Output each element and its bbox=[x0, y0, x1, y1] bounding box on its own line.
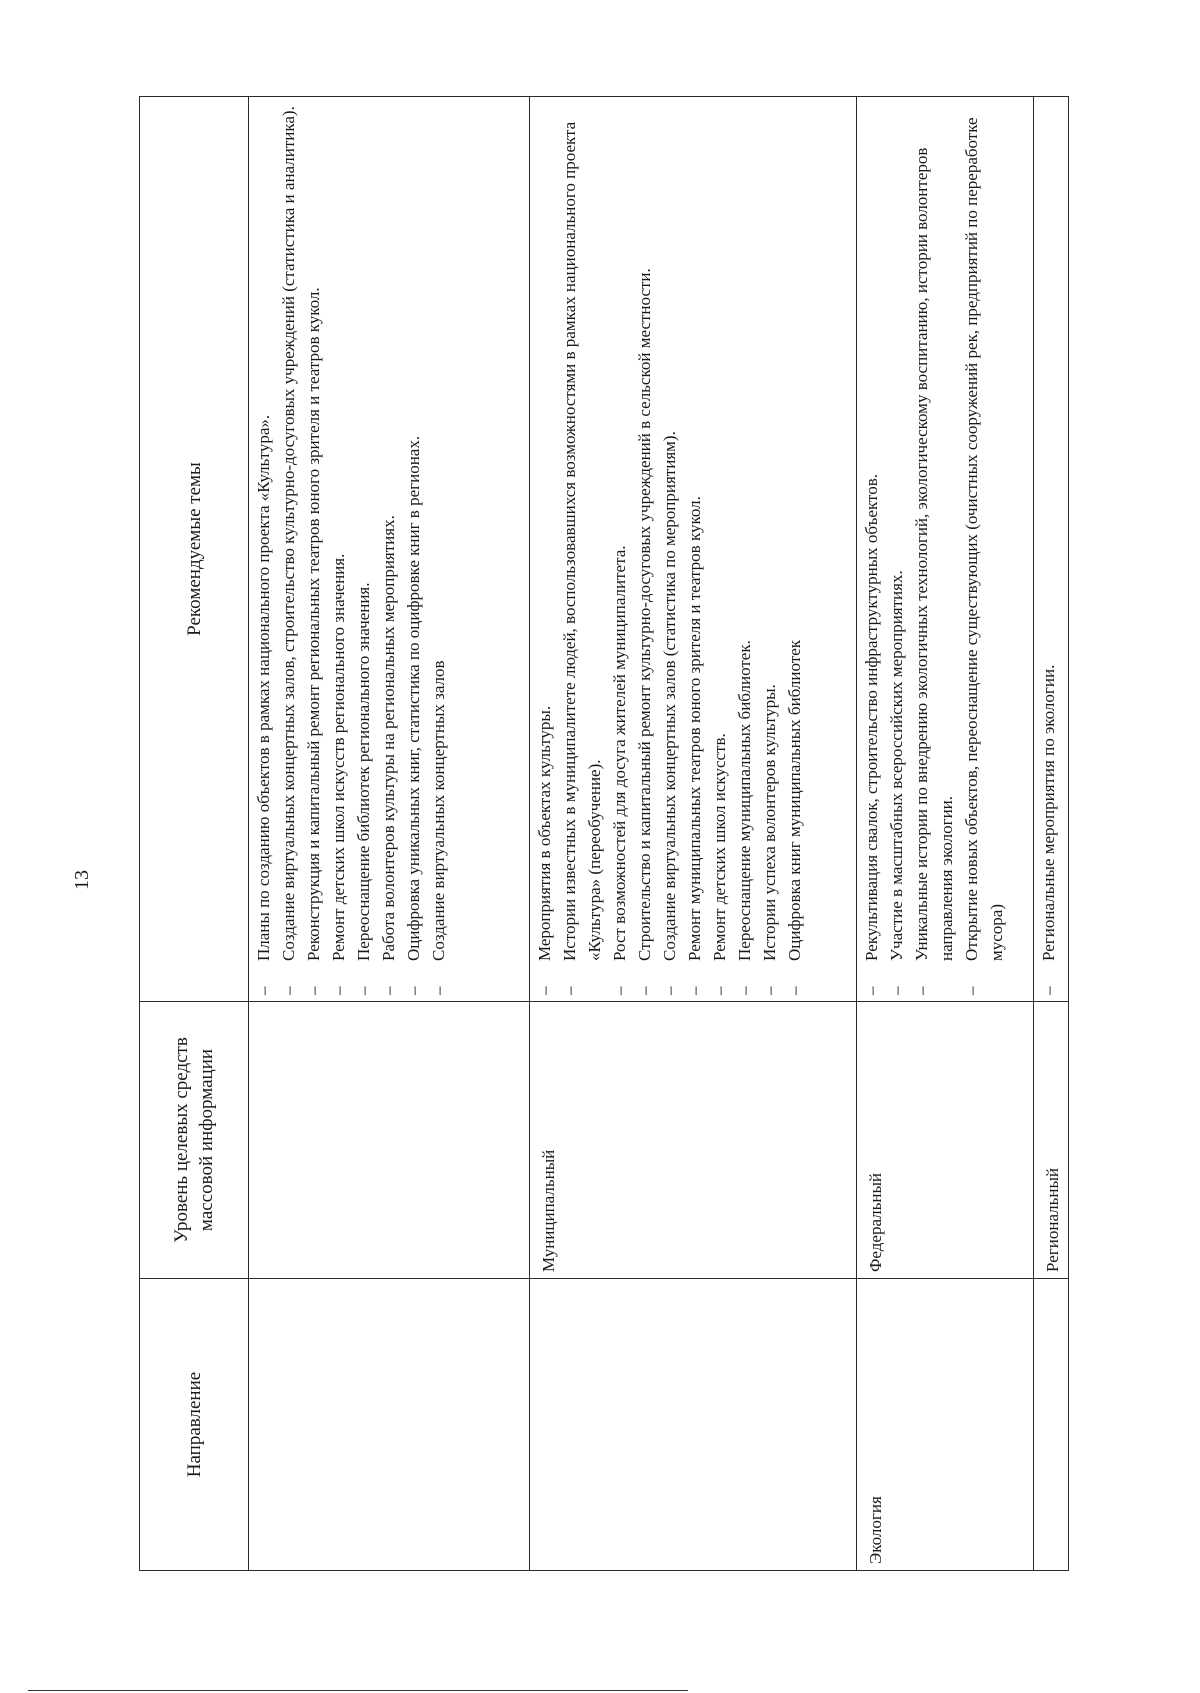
cell-topics bbox=[1034, 97, 1069, 1002]
cell-topics bbox=[249, 97, 530, 1002]
footer-rule bbox=[28, 1690, 688, 1691]
topic-item: – Переоснащение муниципальных библиотек. bbox=[732, 105, 757, 995]
topic-item: – Планы по созданию объектов в рамках национального проекта «Культура». bbox=[251, 105, 276, 995]
topic-item: – Ремонт детских школ искусств регионального значения. bbox=[326, 105, 351, 995]
topic-item: – Переоснащение библиотек регионального значения. bbox=[351, 105, 376, 995]
cell-topics bbox=[857, 97, 1034, 1002]
topics-list bbox=[857, 97, 1009, 1001]
topic-item: – Создание виртуальных концертных залов, строительство культурно-досуговых учреждений (статистика и аналитика). bbox=[276, 105, 301, 995]
cell-level: Федеральный bbox=[857, 1002, 1034, 1279]
topic-item: – Участие в масштабных всероссийских мероприятиях. bbox=[884, 105, 909, 995]
topic-item: – Работа волонтеров культуры на региональных мероприятиях. bbox=[376, 105, 401, 995]
cell-level bbox=[249, 1002, 530, 1279]
topic-item: – Оцифровка уникальных книг, статистика по оцифровке книг в регионах. bbox=[401, 105, 426, 995]
table-row bbox=[249, 97, 530, 1571]
header-direction: Направление bbox=[140, 1279, 249, 1571]
topic-item: – Истории успеха волонтеров культуры. bbox=[757, 105, 782, 995]
header-level: Уровень целевых средств массовой информации bbox=[140, 1002, 249, 1279]
rotated-table-sheet bbox=[139, 97, 1065, 1571]
cell-direction bbox=[530, 1279, 857, 1571]
topic-item: – Мероприятия в объектах культуры. bbox=[532, 105, 557, 995]
cell-topics bbox=[530, 97, 857, 1002]
table-row bbox=[1034, 97, 1069, 1571]
cell-direction bbox=[249, 1279, 530, 1571]
topic-item: – Рост возможностей для досуга жителей муниципалитета. bbox=[607, 105, 632, 995]
topics-list bbox=[530, 97, 807, 1001]
topics-list bbox=[1034, 97, 1061, 1001]
topic-item: – Создание виртуальных концертных залов (статистика по мероприятиям). bbox=[657, 105, 682, 995]
topic-item: – Строительство и капитальный ремонт культурно-досуговых учреждений в сельской местности. bbox=[632, 105, 657, 995]
topic-item: – Открытие новых объектов, переоснащение существующих (очистных сооружений рек, предприятий по переработке мусора) bbox=[959, 105, 1009, 995]
topic-item: – Региональные мероприятия по экологии. bbox=[1036, 105, 1061, 995]
cell-level: Региональный bbox=[1034, 1002, 1069, 1279]
header-topics: Рекомендуемые темы bbox=[140, 97, 249, 1002]
topic-item: – Создание виртуальных концертных залов bbox=[426, 105, 451, 995]
topic-item: – Оцифровка книг муниципальных библиотек bbox=[782, 105, 807, 995]
table-header-row bbox=[140, 97, 249, 1571]
topic-item: – Истории известных в муниципалитете людей, воспользовавшихся возможностями в рамках национального проекта «Культура» (переобучение). bbox=[557, 105, 607, 995]
table-row bbox=[530, 97, 857, 1571]
cell-direction bbox=[1034, 1279, 1069, 1571]
topic-item: – Рекультивация свалок, строительство инфраструктурных объектов. bbox=[859, 105, 884, 995]
cell-level: Муниципальный bbox=[530, 1002, 857, 1279]
topics-table bbox=[139, 96, 1069, 1571]
page-number: 13 bbox=[71, 870, 93, 890]
cell-direction: Экология bbox=[857, 1279, 1034, 1571]
topics-list bbox=[249, 97, 451, 1001]
topic-item: – Ремонт муниципальных театров юного зрителя и театров кукол. bbox=[682, 105, 707, 995]
topic-item: – Ремонт детских школ искусств. bbox=[707, 105, 732, 995]
topic-item: – Уникальные истории по внедрению экологичных технологий, экологическому воспитанию, истории волонтеров направления экологии. bbox=[909, 105, 959, 995]
table-row bbox=[857, 97, 1034, 1571]
topic-item: – Реконструкция и капитальный ремонт региональных театров юного зрителя и театров кукол. bbox=[301, 105, 326, 995]
